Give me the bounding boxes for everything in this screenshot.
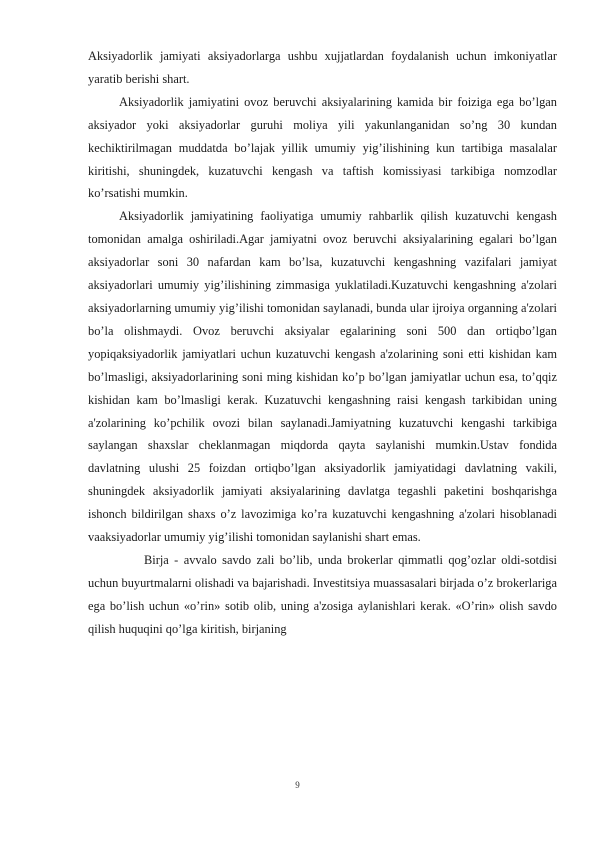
paragraph-shareholder-documents: Aksiyadorlik jamiyati aksiyadorlarga ushbu xujjatlardan foydalanish uchun imkoniyatlar yaratib berishi shart. xyxy=(88,49,557,86)
paragraph-agenda-proposals: Aksiyadorlik jamiyatini ovoz beruvchi aksiyalarining kamida bir foiziga ega bo’lgan aksiyador yoki aksiyadorlar guruhi moliya yili yakunlanganidan so’ng 30 kundan kechiktirilmagan muddatda bo’lajak yillik umumiy yig’ilishining kun tartibiga masalalar kiritishi, shuningdek, kuzatuvchi kengash va taftish komissiyasi tarkibiga nomzodlar ko’rsatishi mumkin. xyxy=(88,94,557,201)
paragraph-supervisory-board: Aksiyadorlik jamiyatining faoliyatiga umumiy rahbarlik qilish kuzatuvchi kengash tomonidan amalga oshiriladi.Agar jamiyatni ovoz beruvchi aksiyalarining egalari bo’lgan aksiyadorlar soni 30 nafardan kam bo’lsa, kuzatuvchi kengashning vazifalari jamiyat aksiyadorlari umumiy yig’ilishining zimmasiga yuklatiladi.Kuzatuvchi kengashning a'zolari aksiyadorlarning umumiy yig’ilishi tomonidan saylanadi, bunda ular ijroiya organning a'zolari bo’la olishmaydi. Ovoz beruvchi aksiyalar egalarining soni 500 dan ortiqbo’lgan yopiqaksiyadorlik jamiyatlari uchun kuzatuvchi kengash a'zolarining soni etti kishidan kam bo’lmasligi, aksiyadorlarining soni ming kishidan ko’p bo’lgan jamiyatlar uchun esa, to’qqiz kishidan kam bo’lmasligi kerak. Kuzatuvchi kengashning raisi kengash tarkibidan uning a'zolarining ko’pchilik ovozi bilan saylanadi.Jamiyatning kuzatuvchi kengashi tarkibiga saylangan shaxslar cheklanmagan miqdorda qayta saylanishi mumkin.Ustav fondida davlatning ulushi 25 foizdan ortiqbo’lgan aksiyadorlik jamiyatidagi davlatning vakili, shuningdek aksiyadorlik jamiyati aksiyalarining davlatga tegashli paketini boshqarishga ishonch bildirilgan shaxs o’z lavozimiga ko’ra kuzatuvchi kengashning a'zolari hisoblanadi vaaksiyadorlar umumiy yig’ilishi tomonidan saylanishi shart emas. xyxy=(88,209,557,545)
document-page xyxy=(88,45,557,641)
page-number: 9 xyxy=(295,780,300,790)
paragraph-stock-exchange: Birja - avvalo savdo zali bo’lib, unda brokerlar qimmatli qog’ozlar oldi-sotdisi uchun buyurtmalarni olishadi va bajarishadi. Investitsiya muassasalari birjada o’z brokerlariga ega bo’lish uchun «o’rin» sotib olib, uning a'zosiga aylanishlari kerak. «O’rin» olish savdo qilish huquqini qo’lga kiritish, birjaning xyxy=(88,552,557,636)
